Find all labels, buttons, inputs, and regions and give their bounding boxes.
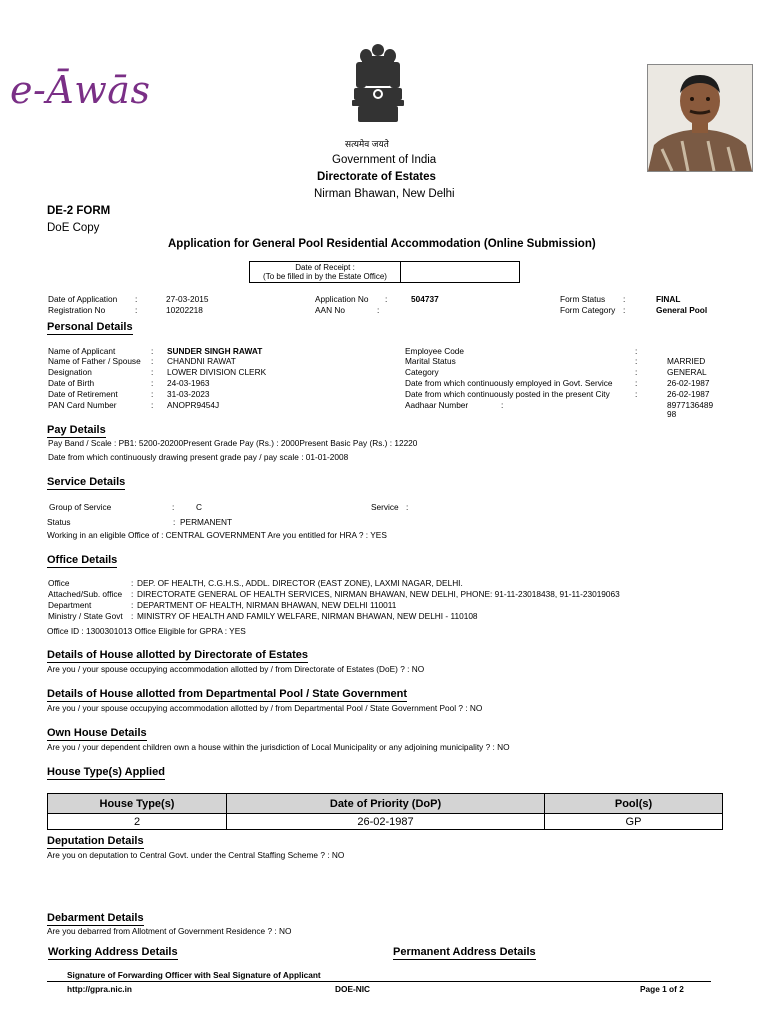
father-spouse-value: CHANDNI RAWAT bbox=[167, 356, 236, 366]
retirement-label: Date of Retirement bbox=[48, 389, 118, 399]
employee-code-label: Employee Code bbox=[405, 346, 465, 356]
posted-city-date-value: 26-02-1987 bbox=[667, 389, 710, 399]
dept-house-line: Are you / your spouse occupying accommodation allotted by / from Departmental Pool / State Government Pool ? : NO bbox=[47, 703, 483, 713]
service-label: Service bbox=[371, 502, 399, 512]
footer-url: http://gpra.nic.in bbox=[67, 984, 132, 994]
posted-city-date-label: Date from which continuously posted in the present City bbox=[405, 389, 610, 399]
registration-label: Registration No bbox=[48, 305, 106, 315]
page-number: Page 1 of 2 bbox=[640, 984, 684, 994]
directorate-address: Nirman Bhawan, New Delhi bbox=[314, 188, 455, 200]
retirement-value: 31-03-2023 bbox=[167, 389, 210, 399]
own-house-heading: Own House Details bbox=[47, 727, 147, 739]
form-name: DE-2 FORM bbox=[47, 205, 111, 217]
doe-house-heading: Details of House allotted by Directorate of Estates bbox=[47, 649, 309, 661]
dept-house-heading: Details of House allotted from Departmental Pool / State Government bbox=[47, 688, 408, 700]
father-spouse-label: Name of Father / Spouse bbox=[48, 356, 141, 366]
status-label: Status bbox=[47, 517, 71, 527]
application-date-label: Date of Application bbox=[48, 294, 118, 304]
ministry-label: Ministry / State Govt bbox=[48, 611, 123, 621]
debarment-line: Are you debarred from Allotment of Government Residence ? : NO bbox=[47, 926, 292, 936]
aadhaar-value: 8977136489 bbox=[667, 400, 714, 410]
working-address-heading: Working Address Details bbox=[48, 946, 178, 958]
receipt-label-line1: Date of Receipt : bbox=[295, 263, 355, 272]
government-label: Government of India bbox=[332, 154, 437, 166]
footer-center: DOE-NIC bbox=[335, 984, 371, 994]
deputation-heading: Deputation Details bbox=[47, 835, 144, 847]
govt-service-date-value: 26-02-1987 bbox=[667, 378, 710, 388]
doe-house-line: Are you / your spouse occupying accommodation allotted by / from Directorate of Estates (DoE) ? : NO bbox=[47, 664, 425, 674]
office-label: Office bbox=[48, 578, 70, 588]
attached-office-label: Attached/Sub. office bbox=[48, 589, 123, 599]
house-types-table bbox=[47, 793, 723, 830]
application-no-value: 504737 bbox=[411, 294, 439, 304]
aadhaar-label: Aadhaar Number bbox=[405, 400, 469, 410]
receipt-label-line2: (To be filled in by the Estate Office) bbox=[263, 272, 387, 281]
column-header: Pool(s) bbox=[545, 794, 723, 814]
marital-status-value: MARRIED bbox=[667, 356, 706, 366]
dop-cell: 26-02-1987 bbox=[227, 814, 545, 830]
pan-label: PAN Card Number bbox=[48, 400, 117, 410]
office-id-line: Office ID : 1300301013 Office Eligible for GPRA : YES bbox=[47, 626, 246, 636]
dob-label: Date of Birth bbox=[48, 378, 95, 388]
e-awas-logo: e-Āwās bbox=[10, 68, 151, 112]
designation-label: Designation bbox=[48, 367, 92, 377]
table-row bbox=[48, 814, 723, 830]
designation-value: LOWER DIVISION CLERK bbox=[167, 367, 267, 377]
aadhaar-value-continued: 98 bbox=[667, 409, 677, 419]
category-value: GENERAL bbox=[667, 367, 707, 377]
pool-cell: GP bbox=[545, 814, 723, 830]
pan-value: ANOPR9454J bbox=[167, 400, 220, 410]
applicant-photo bbox=[647, 64, 753, 172]
eligible-office-line: Working in an eligible Office of : CENTRAL GOVERNMENT Are you entitled for HRA ? : YES bbox=[47, 530, 387, 540]
applicant-name-label: Name of Applicant bbox=[48, 346, 116, 356]
aan-label: AAN No bbox=[315, 305, 345, 315]
form-status-value: FINAL bbox=[656, 294, 681, 304]
column-header: Date of Priority (DoP) bbox=[227, 794, 545, 814]
office-value: DEP. OF HEALTH, C.G.H.S., ADDL. DIRECTOR (EAST ZONE), LAXMI NAGAR, DELHI. bbox=[137, 578, 463, 588]
group-of-service-value: C bbox=[196, 502, 202, 512]
registration-value: 10202218 bbox=[166, 305, 203, 315]
deputation-line: Are you on deputation to Central Govt. under the Central Staffing Scheme ? : NO bbox=[47, 850, 345, 860]
personal-details-heading: Personal Details bbox=[47, 321, 133, 333]
application-date-value: 27-03-2015 bbox=[166, 294, 209, 304]
own-house-line: Are you / your dependent children own a house within the jurisdiction of Local Municipality or any adjoining municipality ? : NO bbox=[47, 742, 510, 752]
govt-service-date-label: Date from which continuously employed in Govt. Service bbox=[405, 378, 613, 388]
service-details-heading: Service Details bbox=[47, 476, 126, 488]
column-header: House Type(s) bbox=[48, 794, 227, 814]
form-title: Application for General Pool Residential Accommodation (Online Submission) bbox=[168, 238, 596, 250]
form-category-label: Form Category bbox=[560, 305, 616, 315]
table-header-row bbox=[48, 794, 723, 814]
house-type-cell: 2 bbox=[48, 814, 227, 830]
office-details-heading: Office Details bbox=[47, 554, 118, 566]
permanent-address-heading: Permanent Address Details bbox=[393, 946, 536, 958]
national-emblem-icon bbox=[348, 42, 408, 134]
national-motto: सत्यमेव जयते bbox=[345, 139, 389, 149]
form-category-value: General Pool bbox=[656, 305, 708, 315]
pay-details-heading: Pay Details bbox=[47, 424, 106, 436]
pay-band-line: Pay Band / Scale : PB1: 5200-20200Present Grade Pay (Rs.) : 2000Present Basic Pay (Rs.) : 12220 bbox=[48, 438, 418, 448]
application-no-label: Application No bbox=[315, 294, 369, 304]
house-types-heading: House Type(s) Applied bbox=[47, 766, 165, 778]
category-label: Category bbox=[405, 367, 439, 377]
marital-status-label: Marital Status bbox=[405, 356, 456, 366]
form-copy-label: DoE Copy bbox=[47, 222, 100, 234]
pay-scale-date-line: Date from which continuously drawing present grade pay / pay scale : 01-01-2008 bbox=[48, 452, 349, 462]
signature-line: Signature of Forwarding Officer with Seal Signature of Applicant bbox=[67, 970, 321, 980]
group-of-service-label: Group of Service bbox=[49, 502, 112, 512]
receipt-box bbox=[249, 261, 520, 283]
department-value: DEPARTMENT OF HEALTH, NIRMAN BHAWAN, NEW DELHI 110011 bbox=[137, 600, 397, 610]
attached-office-value: DIRECTORATE GENERAL OF HEALTH SERVICES, NIRMAN BHAWAN, NEW DELHI, PHONE: 91-11-23018438, 91-11-23019063 bbox=[137, 589, 620, 599]
ministry-value: MINISTRY OF HEALTH AND FAMILY WELFARE, NIRMAN BHAWAN, NEW DELHI - 110108 bbox=[137, 611, 478, 621]
applicant-name-value: SUNDER SINGH RAWAT bbox=[167, 346, 263, 356]
status-value: PERMANENT bbox=[180, 517, 233, 527]
debarment-heading: Debarment Details bbox=[47, 912, 144, 924]
form-status-label: Form Status bbox=[560, 294, 606, 304]
footer-divider bbox=[47, 981, 711, 982]
directorate-title: Directorate of Estates bbox=[317, 171, 436, 183]
dob-value: 24-03-1963 bbox=[167, 378, 210, 388]
receipt-label bbox=[250, 263, 400, 281]
department-label: Department bbox=[48, 600, 92, 610]
